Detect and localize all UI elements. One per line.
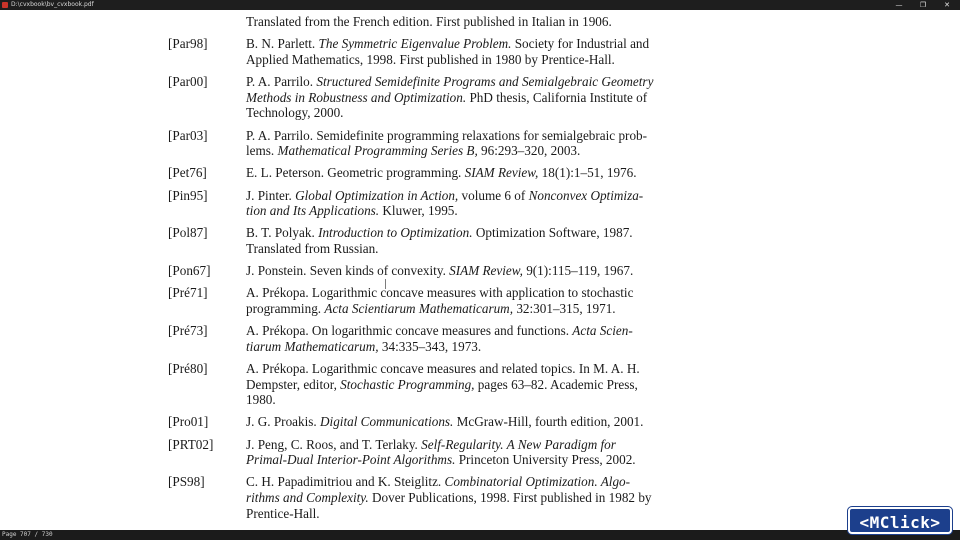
text-segment: programming.: [246, 300, 325, 316]
reference-key: [Pet76]: [168, 165, 207, 181]
text-segment: Technology, 2000.: [246, 105, 344, 121]
close-button[interactable]: ✕: [944, 1, 950, 9]
text-segment: A. Prékopa. Logarithmic concave measures with application to stochastic: [246, 285, 634, 301]
text-segment: Prentice-Hall.: [246, 505, 320, 521]
reference-text: [246, 285, 736, 316]
maximize-button[interactable]: ❐: [919, 1, 927, 9]
italic-segment: Nonconvex Optimiza-: [528, 187, 644, 203]
italic-segment: Global Optimization in Action,: [295, 187, 459, 203]
reference-line: [246, 452, 736, 468]
text-segment: Translated from Russian.: [246, 240, 379, 256]
italic-segment: Digital Communications.: [320, 414, 454, 430]
reference-text: [246, 437, 736, 468]
reference-text: [246, 74, 736, 121]
reference-key: [Pré73]: [168, 323, 208, 339]
reference-key: [PS98]: [168, 474, 205, 490]
reference-line: [246, 225, 736, 241]
italic-segment: Stochastic Programming,: [340, 376, 475, 392]
reference-line: [246, 490, 736, 506]
reference-line: [246, 414, 736, 430]
text-cursor-icon: [385, 279, 392, 289]
reference-key: [PRT02]: [168, 436, 214, 452]
reference-key: [Pré71]: [168, 285, 208, 301]
text-segment: 34:335–343, 1973.: [378, 338, 482, 354]
reference-line: [246, 105, 736, 121]
text-segment: A. Prékopa. Logarithmic concave measures and related topics. In M. A. H.: [246, 361, 640, 376]
italic-segment: tiarum Mathematicarum,: [246, 338, 379, 354]
text-segment: Translated from the French edition. First published in Italian in 1906.: [246, 14, 612, 30]
reference-line: [246, 339, 736, 355]
italic-segment: Acta Scien-: [572, 323, 633, 339]
reference-key: [Par00]: [168, 74, 208, 90]
reference-line: [246, 74, 736, 90]
reference-line: [246, 241, 736, 257]
text-segment: pages 63–82. Academic Press,: [474, 376, 638, 392]
text-segment: Society for Industrial and: [511, 36, 650, 52]
reference-line: [246, 263, 736, 279]
minimize-button[interactable]: —: [895, 1, 903, 9]
text-segment: 1980.: [246, 392, 276, 408]
reference-line: [246, 188, 736, 204]
italic-segment: Methods in Robustness and Optimization.: [246, 89, 467, 105]
reference-line: [246, 301, 736, 317]
pdf-page-content[interactable]: [0, 10, 960, 530]
reference-text: [246, 14, 736, 30]
italic-segment: tion and Its Applications.: [246, 203, 380, 219]
text-segment: A. Prékopa. On logarithmic concave measures and functions.: [246, 323, 573, 339]
reference-text: [246, 188, 736, 219]
text-segment: J. G. Proakis.: [246, 414, 320, 430]
reference-text: [246, 414, 736, 430]
reference-line: [246, 437, 736, 453]
reference-key: [Pol87]: [168, 225, 208, 241]
reference-line: [246, 361, 736, 377]
reference-key: [Par98]: [168, 36, 208, 52]
text-segment: 9(1):115–119, 1967.: [522, 263, 634, 279]
text-segment: volume 6 of: [458, 187, 529, 203]
text-segment: lems.: [246, 143, 278, 159]
text-segment: Dempster, editor,: [246, 376, 341, 392]
reference-text: [246, 323, 736, 354]
reference-line: [246, 285, 736, 301]
reference-line: [246, 203, 736, 219]
reference-text: [246, 225, 736, 256]
italic-segment: Mathematical Programming Series B,: [277, 143, 478, 159]
reference-line: [246, 474, 736, 490]
text-segment: Applied Mathematics, 1998. First published in 1980 by Prentice-Hall.: [246, 51, 615, 67]
reference-text: [246, 128, 736, 159]
text-segment: J. Peng, C. Roos, and T. Terlaky.: [246, 436, 422, 452]
reference-line: [246, 143, 736, 159]
italic-segment: Primal-Dual Interior-Point Algorithms.: [246, 452, 456, 468]
pdf-app-icon: [2, 2, 8, 8]
reference-text: [246, 263, 736, 279]
reference-line: [246, 506, 736, 522]
reference-line: [246, 165, 736, 181]
reference-key: [Pro01]: [168, 414, 209, 430]
text-segment: P. A. Parrilo. Semidefinite programming relaxations for semialgebraic prob-: [246, 127, 648, 143]
text-segment: Princeton University Press, 2002.: [455, 452, 636, 468]
reference-line: [246, 323, 736, 339]
text-segment: 18(1):1–51, 1976.: [538, 165, 637, 181]
italic-segment: rithms and Complexity.: [246, 489, 369, 505]
text-segment: C. H. Papadimitriou and K. Steiglitz.: [246, 474, 445, 490]
text-segment: Kluwer, 1995.: [379, 203, 458, 219]
page-indicator: Page 707 / 730: [2, 531, 53, 538]
text-segment: 96:293–320, 2003.: [477, 143, 581, 159]
italic-segment: The Symmetric Eigenvalue Problem.: [318, 36, 512, 52]
reference-line: [246, 36, 736, 52]
reference-text: [246, 165, 736, 181]
mclick-watermark: <MClick>: [848, 507, 952, 534]
text-segment: J. Pinter.: [246, 187, 296, 203]
window-title: D:\cvxbook\bv_cvxbook.pdf: [11, 1, 94, 8]
window-titlebar: [0, 0, 960, 10]
reference-text: [246, 36, 736, 67]
text-segment: 32:301–315, 1971.: [513, 300, 616, 316]
text-segment: B. T. Polyak.: [246, 225, 319, 241]
reference-key: [Pin95]: [168, 187, 208, 203]
reference-line: [246, 128, 736, 144]
reference-text: [246, 361, 736, 408]
text-segment: PhD thesis, California Institute of: [466, 89, 648, 105]
reference-text: [246, 474, 736, 521]
text-segment: E. L. Peterson. Geometric programming.: [246, 165, 465, 181]
italic-segment: Structured Semidefinite Programs and Semialgebraic Geometry: [316, 74, 654, 90]
reference-line: [246, 90, 736, 106]
italic-segment: SIAM Review,: [464, 165, 539, 181]
text-segment: McGraw-Hill, fourth edition, 2001.: [453, 414, 644, 430]
italic-segment: Acta Scientiarum Mathematicarum,: [324, 300, 514, 316]
reference-line: [246, 392, 736, 408]
italic-segment: SIAM Review,: [449, 263, 523, 279]
reference-line: [246, 14, 736, 30]
text-segment: Dover Publications, 1998. First published in 1982 by: [368, 489, 652, 505]
text-segment: P. A. Parrilo.: [246, 74, 317, 90]
text-segment: B. N. Parlett.: [246, 36, 319, 52]
text-segment: Optimization Software, 1987.: [472, 225, 633, 241]
reference-key: [Pon67]: [168, 263, 211, 279]
reference-key: [Par03]: [168, 127, 208, 143]
reference-key: [Pré80]: [168, 361, 208, 376]
italic-segment: Self-Regularity. A New Paradigm for: [421, 436, 616, 452]
reference-line: [246, 377, 736, 393]
italic-segment: Combinatorial Optimization. Algo-: [444, 474, 631, 490]
reference-line: [246, 52, 736, 68]
status-bar: [0, 530, 960, 540]
italic-segment: Introduction to Optimization.: [318, 225, 473, 241]
text-segment: J. Ponstein. Seven kinds of convexity.: [246, 263, 450, 279]
